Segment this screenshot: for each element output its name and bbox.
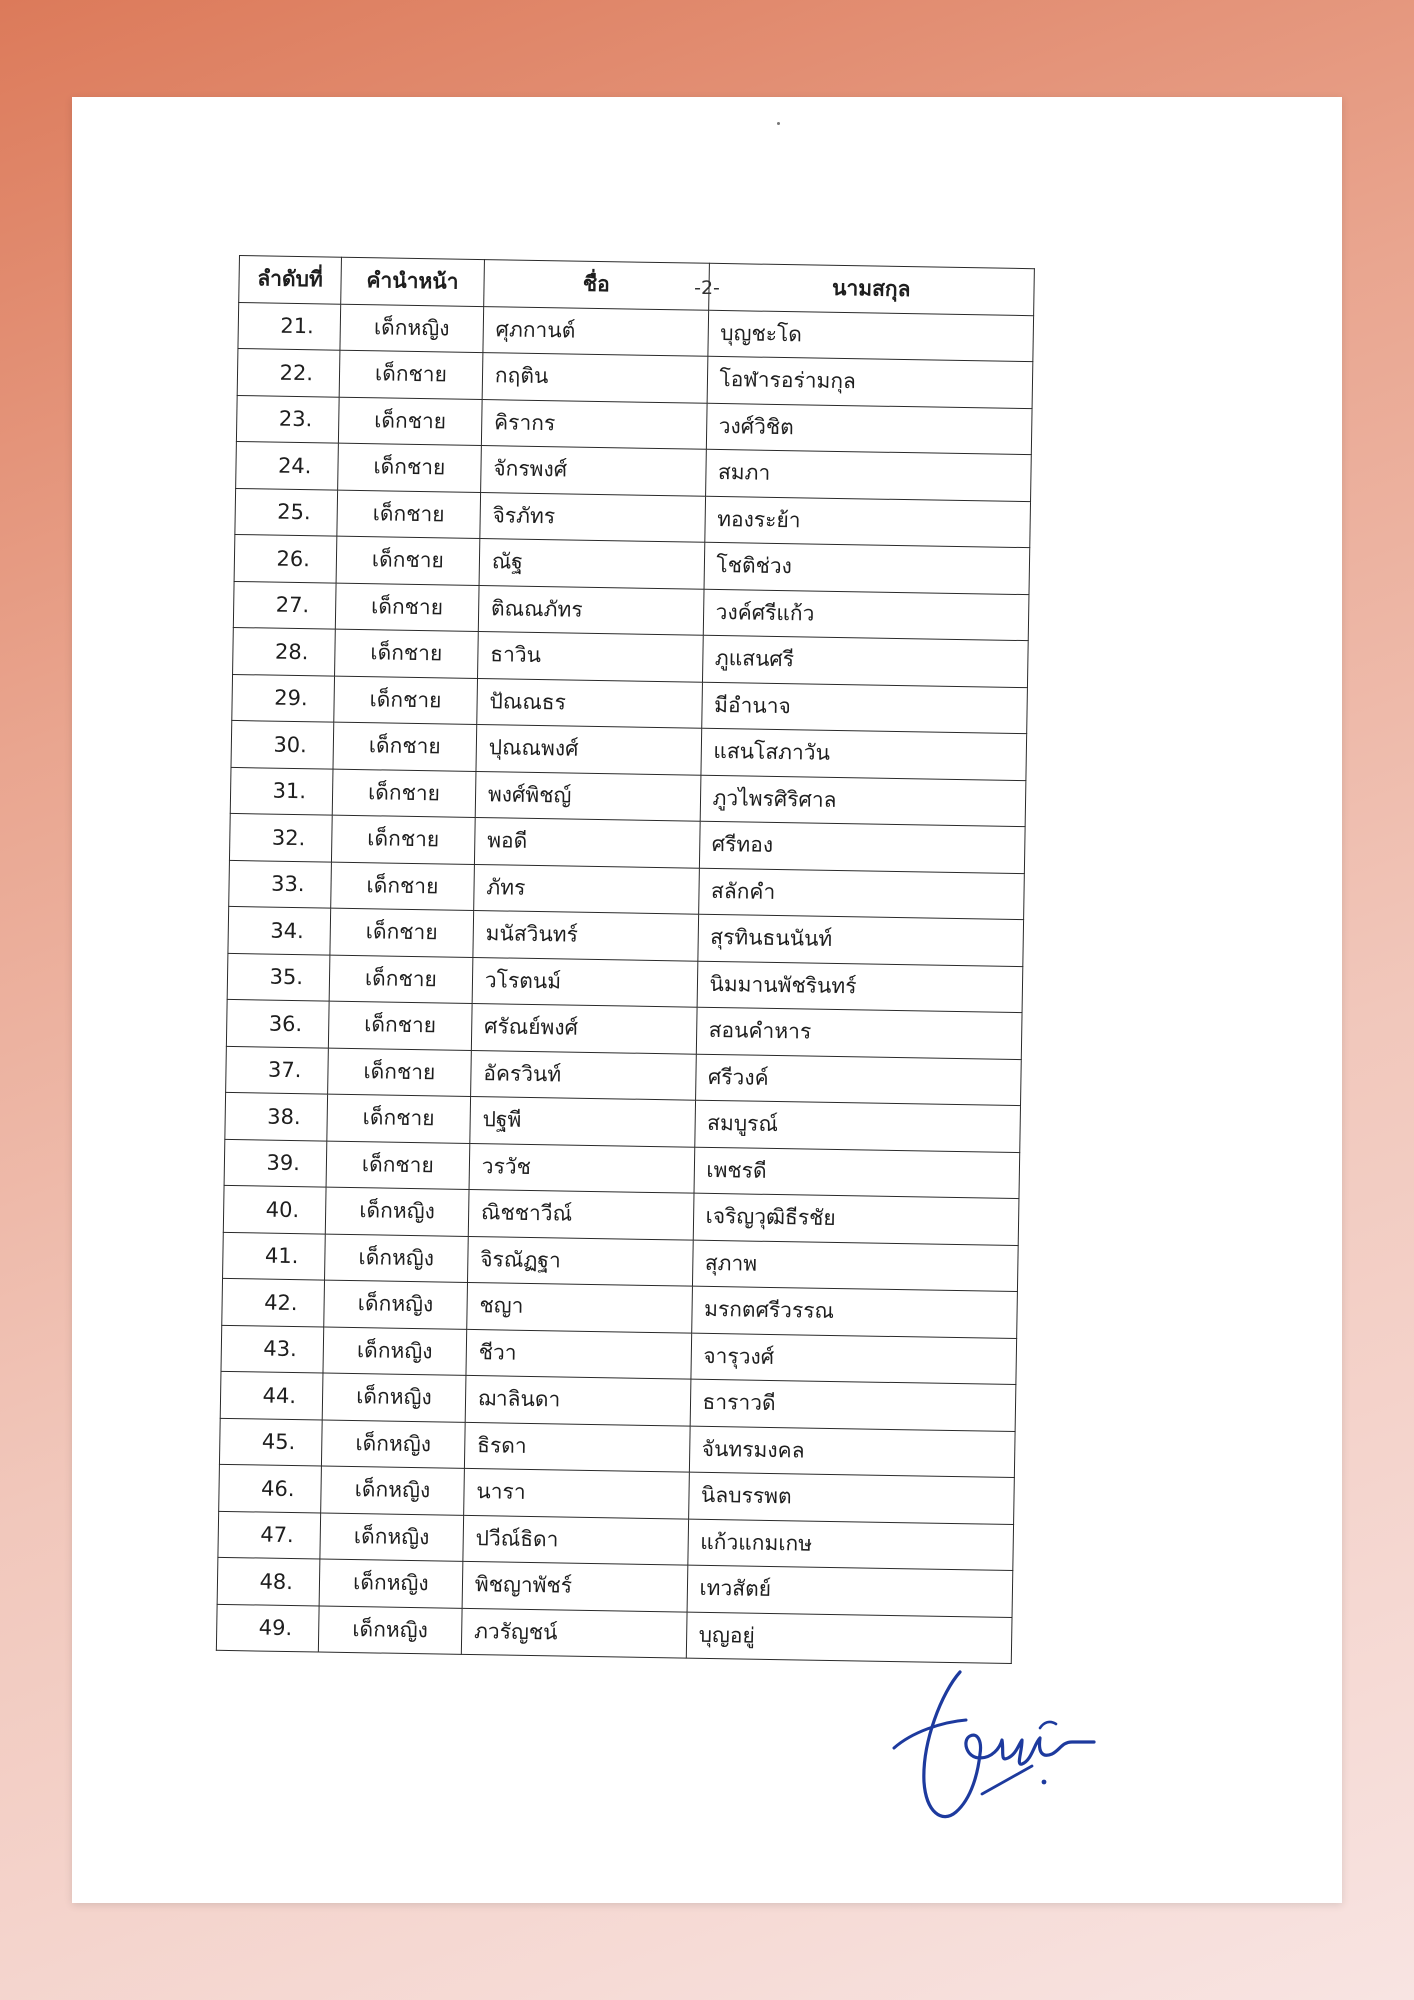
first-name-cell: ธิรดา [464,1422,689,1472]
last-name-cell: บุญอยู่ [686,1612,1012,1664]
first-name-cell: ณิชชาวีณ์ [468,1189,693,1239]
last-name-cell: วงศ์วิชิต [706,403,1032,455]
first-name-cell: พอดี [474,817,699,867]
last-name-cell: วงค์ศรีแก้ว [703,589,1029,641]
prefix-cell: เด็กหญิง [318,1606,462,1655]
first-name-cell: มนัสวินทร์ [473,910,698,960]
prefix-cell: เด็กหญิง [322,1373,466,1422]
prefix-cell: เด็กหญิง [321,1466,465,1515]
scan-speck [777,122,780,125]
last-name-cell: เจริญวุฒิธีรชัย [693,1193,1019,1245]
first-name-cell: นารา [464,1468,689,1518]
row-number-cell: 32. [229,813,332,861]
first-name-cell: ภวรัญชน์ [461,1608,686,1658]
first-name-cell: ภัทร [474,864,699,914]
row-number-cell: 27. [233,581,336,629]
first-name-cell: ปฐพี [470,1096,695,1146]
row-number-cell: 28. [233,627,336,675]
prefix-cell: เด็กชาย [338,397,482,446]
first-name-cell: ปัณณธร [477,678,702,728]
first-name-cell: ชีวา [466,1329,691,1379]
row-number-cell: 36. [226,999,329,1047]
row-number-cell: 22. [237,348,340,396]
last-name-cell: โอฬารอร่ามกุล [707,356,1033,408]
prefix-cell: เด็กหญิง [323,1327,467,1376]
first-name-cell: ชญา [467,1282,692,1332]
header-last-name: นามสกุล [708,263,1034,315]
row-number-cell: 47. [218,1511,321,1559]
row-number-cell: 46. [219,1464,322,1512]
first-name-cell: พิชญาพัชร์ [462,1561,687,1611]
row-number-cell: 38. [225,1092,328,1140]
prefix-cell: เด็กหญิง [324,1280,468,1329]
last-name-cell: เพชรดี [694,1147,1020,1199]
last-name-cell: โชติช่วง [704,542,1030,594]
last-name-cell: ธาราวดี [690,1379,1016,1431]
row-number-cell: 44. [220,1371,323,1419]
row-number-cell: 23. [236,395,339,443]
first-name-cell: ณัฐ [479,539,704,589]
row-number-cell: 43. [221,1325,324,1373]
last-name-cell: ทองระย้า [704,496,1030,548]
first-name-cell: จิรภัทร [480,492,705,542]
first-name-cell: ฌาลินดา [465,1375,690,1425]
prefix-cell: เด็กชาย [334,676,478,725]
row-number-cell: 25. [235,488,338,536]
last-name-cell: ศรีทอง [699,821,1025,873]
row-number-cell: 24. [236,441,339,489]
prefix-cell: เด็กชาย [332,769,476,818]
prefix-cell: เด็กชาย [339,350,483,399]
last-name-cell: จันทรมงคล [689,1426,1015,1478]
last-name-cell: ภูวไพรศิริศาล [700,775,1026,827]
row-number-cell: 35. [227,953,330,1001]
last-name-cell: เทวสัตย์ [687,1565,1013,1617]
page-number: -2- [694,277,720,299]
prefix-cell: เด็กชาย [336,536,480,585]
prefix-cell: เด็กหญิง [324,1234,468,1283]
first-name-cell: พงศ์พิชญ์ [475,771,700,821]
row-number-cell: 30. [231,720,334,768]
row-number-cell: 31. [230,767,333,815]
row-number-cell: 33. [229,860,332,908]
last-name-cell: แสนโสภาวัน [700,728,1026,780]
row-number-cell: 34. [228,906,331,954]
prefix-cell: เด็กชาย [333,722,477,771]
last-name-cell: สุรทินธนนันท์ [697,914,1023,966]
prefix-cell: เด็กชาย [331,815,475,864]
first-name-cell: คิรากร [481,399,706,449]
first-name-cell: จักรพงศ์ [480,446,705,496]
row-number-cell: 41. [223,1232,326,1280]
table-body [216,302,1033,1663]
first-name-cell: ศรัณย์พงศ์ [471,1003,696,1053]
last-name-cell: นิมมานพัชรินทร์ [697,961,1023,1013]
prefix-cell: เด็กชาย [328,1001,472,1050]
prefix-cell: เด็กหญิง [325,1187,469,1236]
prefix-cell: เด็กชาย [334,629,478,678]
prefix-cell: เด็กชาย [328,1048,472,1097]
row-number-cell: 21. [238,302,341,350]
first-name-cell: อัครวินท์ [470,1050,695,1100]
last-name-cell: ศรีวงค์ [695,1054,1021,1106]
header-no: ลำดับที่ [239,256,342,304]
first-name-cell: จิรณัฏฐา [467,1236,692,1286]
row-number-cell: 29. [232,674,335,722]
header-first-name: ชื่อ [484,260,709,310]
prefix-cell: เด็กหญิง [340,304,484,353]
row-number-cell: 26. [234,534,337,582]
first-name-cell: ปวีณ์ธิดา [463,1515,688,1565]
first-name-cell: วรวัช [469,1143,694,1193]
last-name-cell: สุภาพ [692,1240,1018,1292]
last-name-cell: บุญชะโด [707,310,1033,362]
row-number-cell: 39. [224,1139,327,1187]
prefix-cell: เด็กชาย [335,583,479,632]
prefix-cell: เด็กชาย [327,1094,471,1143]
row-number-cell: 40. [223,1185,326,1233]
row-number-cell: 42. [222,1278,325,1326]
prefix-cell: เด็กชาย [337,490,481,539]
last-name-cell: ภูแสนศรี [702,635,1028,687]
first-name-cell: ธาวิน [477,632,702,682]
row-number-cell: 37. [226,1046,329,1094]
first-name-cell: ปุณณพงศ์ [476,725,701,775]
prefix-cell: เด็กหญิง [320,1513,464,1562]
row-number-cell: 49. [216,1604,319,1652]
last-name-cell: สมภา [705,449,1031,501]
prefix-cell: เด็กชาย [326,1141,470,1190]
prefix-cell: เด็กชาย [330,908,474,957]
prefix-cell: เด็กหญิง [319,1559,463,1608]
row-number-cell: 48. [217,1557,320,1605]
header-prefix: คำนำหน้า [341,257,485,306]
first-name-cell: ศุภกานต์ [483,306,708,356]
handwritten-signature [882,1662,1122,1842]
student-roster-table [216,255,1035,1664]
last-name-cell: นิลบรรพต [688,1472,1014,1524]
first-name-cell: วโรตนม์ [472,957,697,1007]
last-name-cell: จารุวงศ์ [690,1333,1016,1385]
prefix-cell: เด็กชาย [329,955,473,1004]
last-name-cell: สมบูรณ์ [694,1100,1020,1152]
last-name-cell: แก้วแกมเกษ [687,1519,1013,1571]
last-name-cell: มีอำนาจ [701,682,1027,734]
row-number-cell: 45. [219,1418,322,1466]
prefix-cell: เด็กชาย [338,443,482,492]
last-name-cell: มรกตศรีวรรณ [691,1286,1017,1338]
last-name-cell: สอนคำหาร [696,1007,1022,1059]
last-name-cell: สลักคำ [698,868,1024,920]
prefix-cell: เด็กหญิง [321,1420,465,1469]
first-name-cell: ติณณภัทร [478,585,703,635]
first-name-cell: กฤติน [482,353,707,403]
prefix-cell: เด็กชาย [331,862,475,911]
document-page [72,97,1342,1903]
